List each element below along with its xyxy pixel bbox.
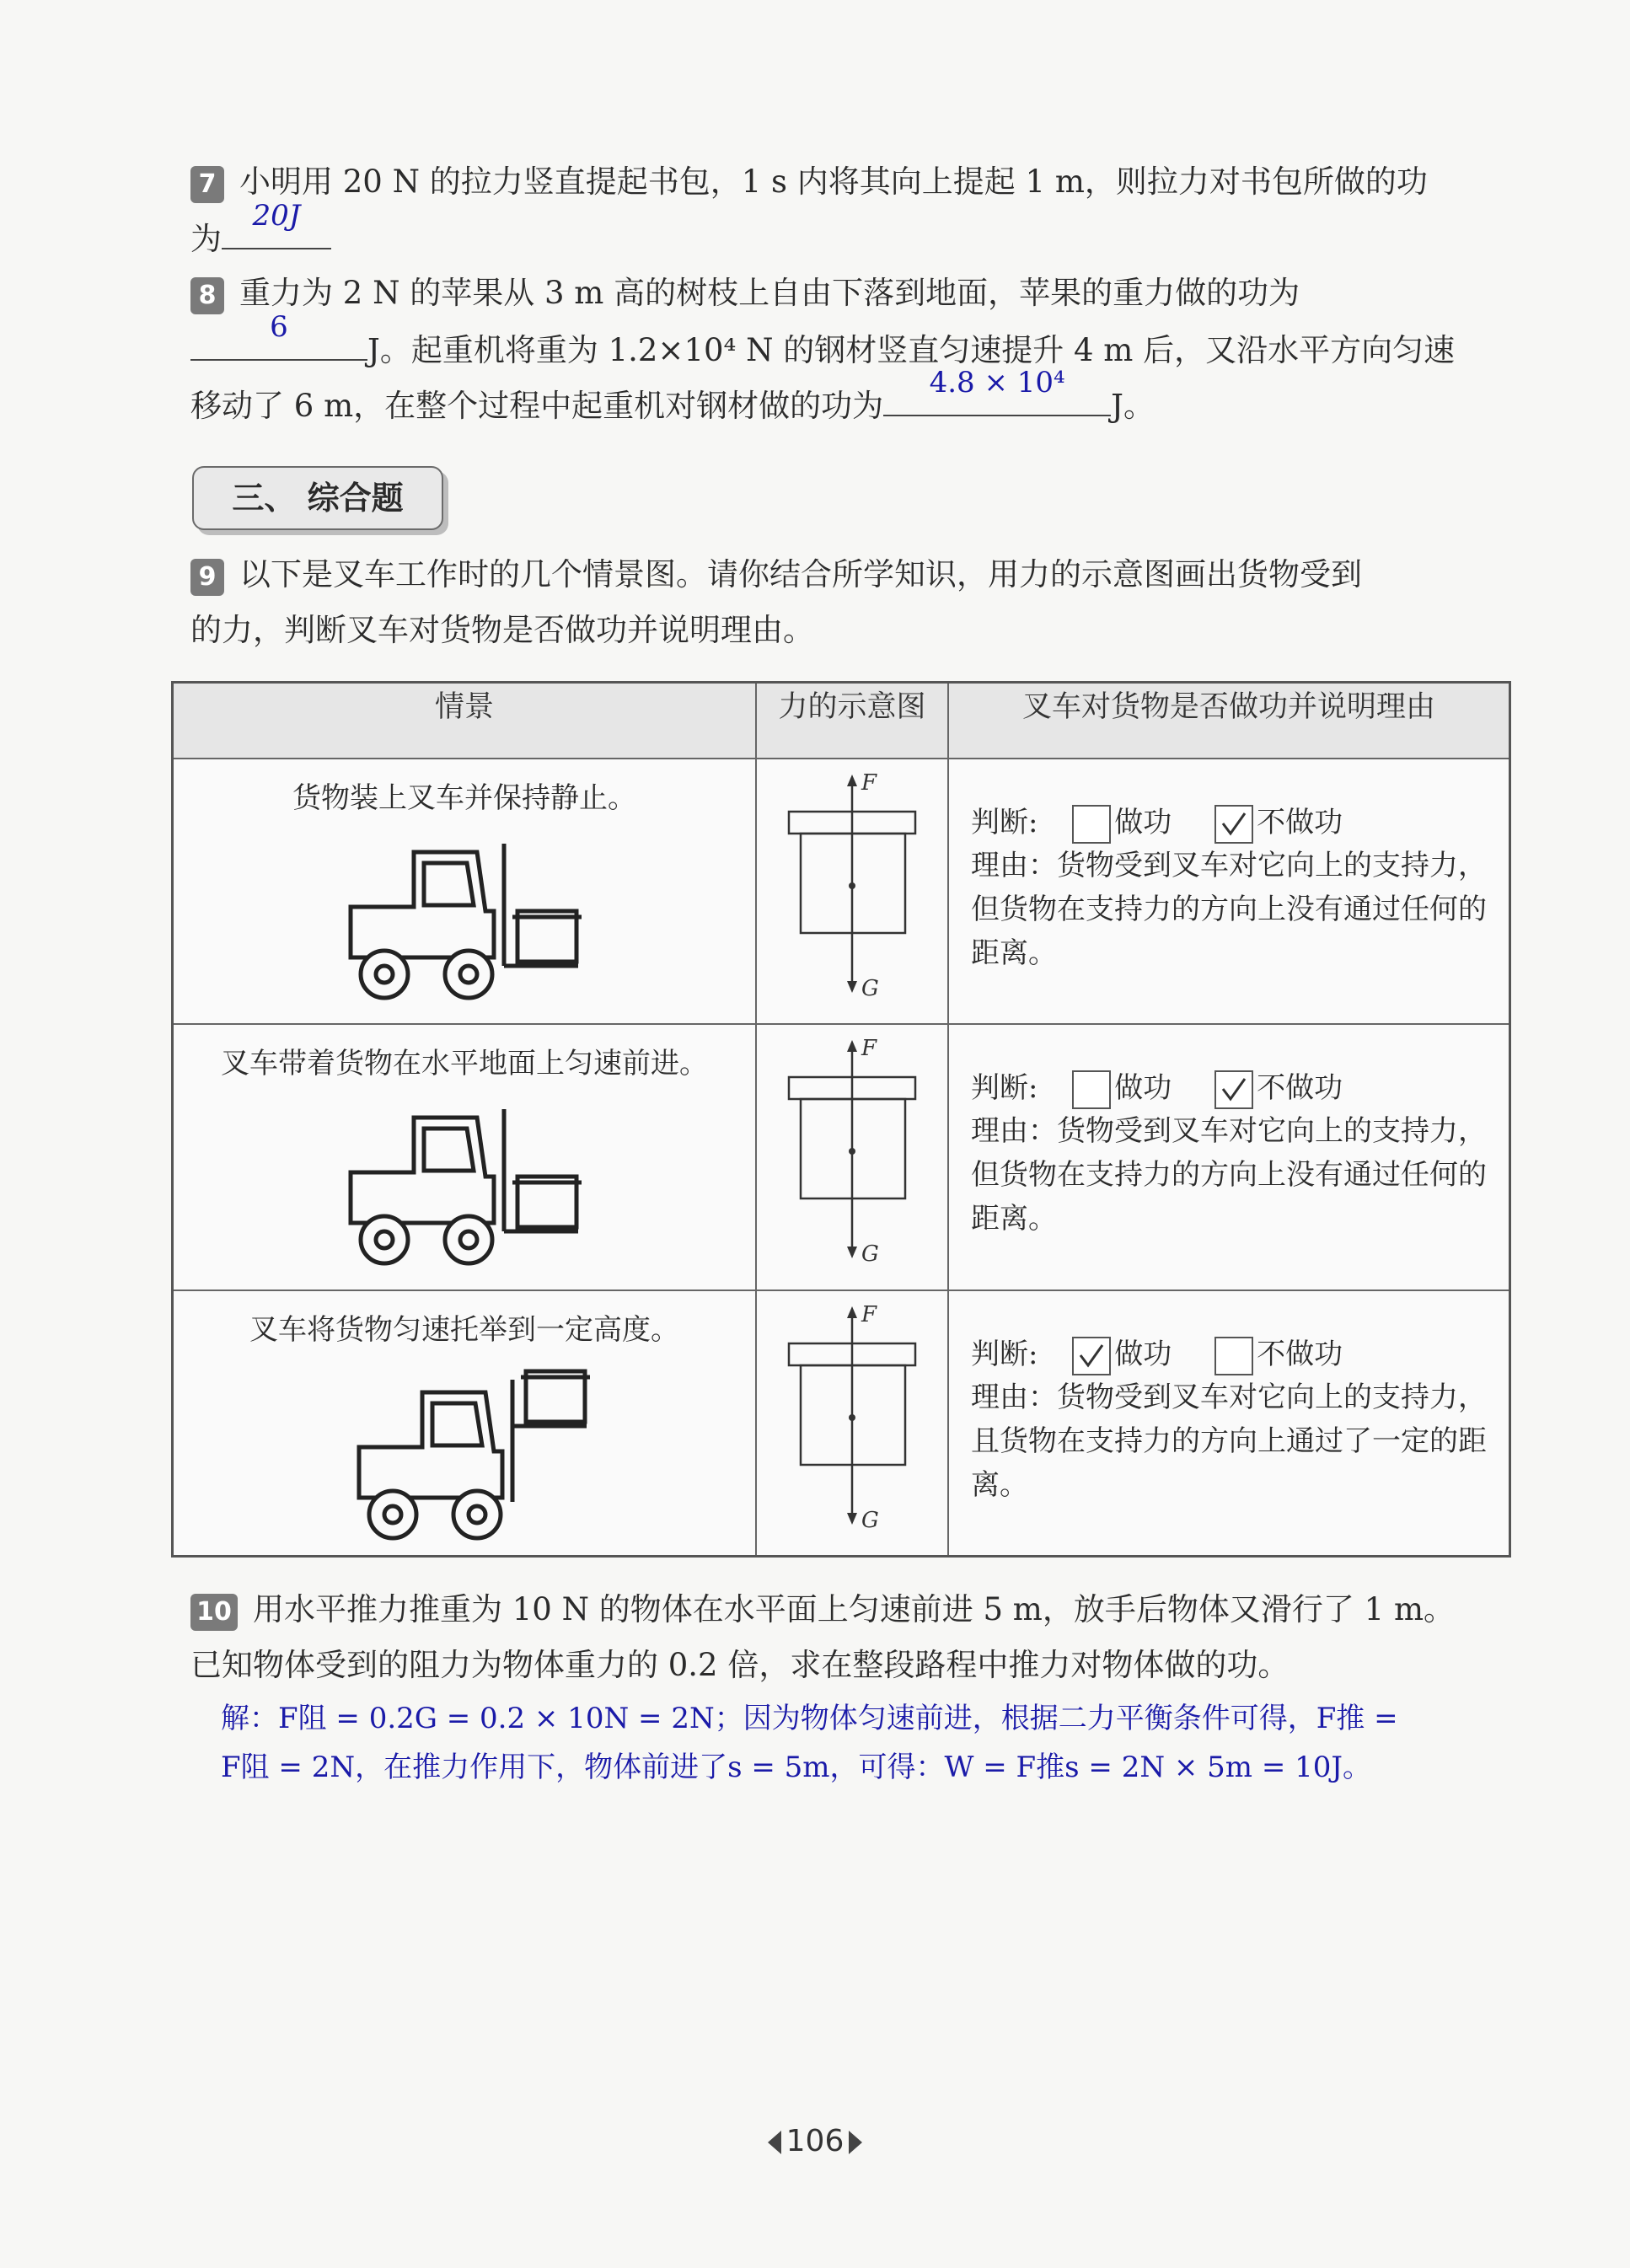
header-scene: 情景 [173,683,757,759]
checkmark-icon [1220,1075,1248,1104]
answer-blank [222,199,331,249]
diagram-cell [756,759,948,1024]
answer-blank [883,366,1111,416]
checkbox-work[interactable] [1072,805,1111,844]
judge-row [971,802,1343,844]
question-text: 以下是叉车工作时的几个情景图。请你结合所学知识，用力的示意图画出货物受到 [239,556,1362,592]
reason-text: 理由：货物受到叉车对它向上的支持力，且货物在支持力的方向上通过了一定的距离。 [971,1380,1487,1502]
reason-text: 理由：货物受到叉车对它向上的支持力，但货物在支持力的方向上没有通过任何的距离。 [971,849,1487,970]
force-label-g: G [861,1241,879,1268]
table-header-row [173,683,1510,759]
checkbox-no-work[interactable] [1214,805,1253,844]
question-9-line1 [190,550,1362,600]
judge-row [971,1333,1343,1375]
option-no-work-label: 不做功 [1257,1071,1343,1106]
checkbox-no-work[interactable] [1214,1070,1253,1109]
judgement-cell [948,1024,1510,1289]
question-7-line1 [190,157,1428,207]
scene-text: 货物装上叉车并保持静止。 [292,781,636,815]
question-text: 重力为 2 N 的苹果从 3 m 高的树枝上自由下落到地面，苹果的重力做的功为 [239,275,1300,311]
option-no-work-label: 不做功 [1257,806,1343,839]
question-text: 小明用 20 N 的拉力竖直提起书包，1 s 内将其向上提起 1 m，则拉力对书包所做的功 [239,164,1428,200]
reason-text: 理由：货物受到叉车对它向上的支持力，但货物在支持力的方向上没有通过任何的距离。 [971,1114,1487,1236]
diagram-cell [756,1290,948,1557]
question-8-line3 [190,366,1155,432]
handwritten-answer: 4.8 × 10⁴ [929,366,1065,399]
forklift-table [171,681,1511,1558]
question-10-line1 [190,1584,1455,1635]
checkbox-work[interactable] [1072,1337,1111,1375]
judge-label: 判断: [971,806,1038,839]
force-diagram [757,1025,947,1284]
header-force-diagram: 力的示意图 [756,683,948,759]
question-text: 为 [190,221,222,257]
scene-text: 叉车带着货物在水平地面上匀速前进。 [221,1047,708,1081]
scene-cell [173,1290,757,1557]
handwritten-answer: 6 [270,310,288,344]
option-work-label: 做功 [1114,1337,1172,1371]
header-judgement: 叉车对货物是否做功并说明理由 [948,683,1510,759]
checkmark-icon [1220,810,1248,839]
triangle-left-icon [768,2131,781,2154]
force-label-f: F [861,1301,877,1327]
question-7-line2 [190,199,331,265]
scene-cell [173,1024,757,1289]
question-text: 已知物体受到的阻力为物体重力的 0.2 倍，求在整段路程中推力对物体做的功。 [190,1647,1290,1683]
diagram-cell [756,1024,948,1289]
question-8-line2 [190,310,1456,376]
handwritten-answer: 20J [252,199,301,233]
question-9-line2 [190,605,814,656]
scene-text: 叉车将货物匀速托举到一定高度。 [249,1312,679,1347]
table-row [173,1024,1510,1289]
checkmark-icon [1077,1342,1106,1370]
question-text: 用水平推力推重为 10 N 的物体在水平面上匀速前进 5 m，放手后物体又滑行了 1 m。 [253,1591,1456,1627]
forklift-image [325,1105,603,1273]
question-number-badge: 10 [190,1594,238,1631]
page-number-text: 106 [786,2124,844,2158]
solution-line1: 解：F阻 = 0.2G = 0.2 × 10N = 2N；因为物体匀速前进，根据二力平衡条件可得，F推 = [221,1702,1398,1735]
judge-label: 判断: [971,1071,1038,1106]
question-number-badge: 8 [190,277,224,314]
forklift-image [334,1363,612,1544]
table-row [173,1290,1510,1557]
force-diagram [757,1291,947,1551]
force-label-g: G [861,1507,879,1533]
solution-line2: F阻 = 2N，在推力作用下，物体前进了s = 5m，可得：W = F推s = 2N × 5m = 10J。 [221,1751,1372,1784]
question-text: J。 [1111,388,1155,424]
page-number [0,2124,1630,2158]
judgement-cell [948,1290,1510,1557]
checkbox-no-work[interactable] [1214,1337,1253,1375]
option-no-work-label: 不做功 [1257,1337,1343,1371]
table-row [173,759,1510,1024]
question-number-badge: 7 [190,166,224,203]
judge-label: 判断: [971,1337,1038,1371]
answer-blank [190,310,367,361]
checkbox-work[interactable] [1072,1070,1111,1109]
force-diagram [757,759,947,1019]
scene-cell [173,759,757,1024]
section-heading: 三、 综合题 [192,466,443,530]
forklift-image [325,839,603,1008]
force-label-f: F [861,1036,877,1062]
option-work-label: 做功 [1114,1071,1172,1106]
question-number-badge: 9 [190,559,224,596]
judgement-cell [948,759,1510,1024]
question-10-line2 [190,1640,1289,1691]
judge-row [971,1067,1343,1109]
force-label-g: G [861,976,879,1001]
question-text: J。起重机将重为 1.2×10⁴ N 的钢材竖直匀速提升 4 m 后，又沿水平方向匀速 [367,332,1456,368]
question-text: 移动了 6 m，在整个过程中起重机对钢材做的功为 [190,388,884,424]
force-label-f: F [861,770,877,796]
option-work-label: 做功 [1114,806,1172,839]
triangle-right-icon [849,2131,862,2154]
question-text: 的力，判断叉车对货物是否做功并说明理由。 [190,612,814,648]
